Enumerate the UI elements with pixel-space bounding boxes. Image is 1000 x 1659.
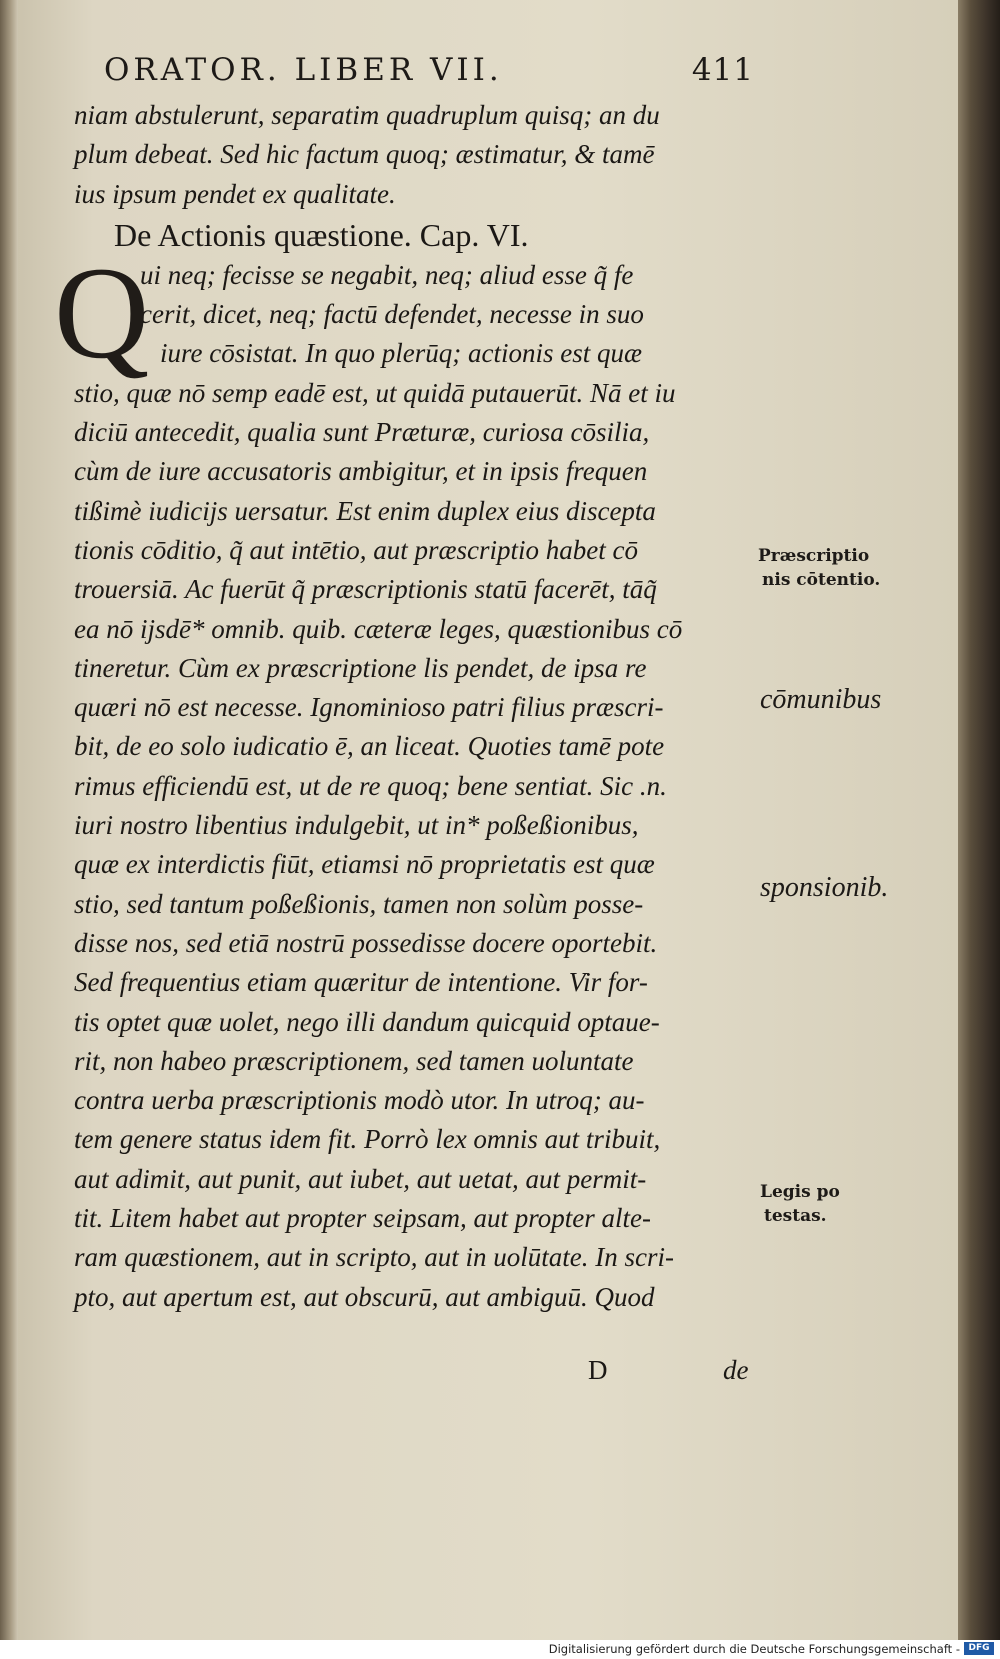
text-line: rimus efficiendū est, ut de re quoq; bene sentiat. Sic .n.	[74, 770, 667, 801]
book-page	[18, 0, 960, 1640]
text-line: cerit, dicet, neq; factū defendet, necesse in suo	[140, 299, 644, 330]
text-line: ram quæstionem, aut in scripto, aut in uolūtate. In scri-	[74, 1242, 674, 1273]
margin-note-comunibus: cōmunibus	[760, 684, 882, 715]
drop-capital: Q	[54, 238, 150, 386]
text-line: stio, quæ nō semp eadē est, ut quidā putauerūt. Nā et iu	[74, 377, 676, 408]
signature-mark: D	[588, 1355, 608, 1385]
margin-note-legis: Legis po	[760, 1182, 840, 1202]
text-line: tem genere status idem fit. Porrò lex omnis aut tribuit,	[74, 1124, 661, 1155]
footer-bar	[0, 1640, 1000, 1659]
margin-note-praescriptio: Præscriptio	[758, 546, 870, 566]
binding-gutter	[0, 0, 18, 1640]
text-line: cùm de iure accusatoris ambigitur, et in ipsis frequen	[74, 456, 648, 487]
text-line: stio, sed tantum poßeßionis, tamen non solùm posse-	[74, 888, 644, 919]
margin-note-praescriptio-cont: nis cōtentio.	[762, 570, 881, 590]
dfg-logo-icon: DFG	[964, 1642, 994, 1655]
running-head-title: ORATOR. LIBER VII.	[104, 52, 503, 88]
chapter-body	[54, 238, 754, 1317]
body-text	[54, 96, 754, 1317]
text-line: trouersiā. Ac fuerūt q̃ præscriptionis statū facerēt, tāq̃	[74, 574, 657, 605]
text-line: plum debeat. Sed hic factum quoq; æstimatur, & tamē	[74, 139, 655, 170]
text-line: tionis cōditio, q̃ aut intētio, aut præscriptio habet cō	[74, 534, 638, 565]
text-line: pto, aut apertum est, aut obscurū, aut ambiguū. Quod	[74, 1281, 655, 1312]
text-line: rit, non habeo præscriptionem, sed tamen uoluntate	[74, 1045, 634, 1076]
text-line: aut adimit, aut punit, aut iubet, aut uetat, aut permit-	[74, 1163, 647, 1194]
text-line: tis optet quæ uolet, nego illi dandum quicquid optaue-	[74, 1006, 660, 1037]
text-line: quæ ex interdictis fiūt, etiamsi nō proprietatis est quæ	[74, 849, 655, 880]
page-edges	[958, 0, 1000, 1640]
catchword: de	[723, 1355, 749, 1385]
text-line: quæri nō est necesse. Ignominioso patri filius præscri-	[74, 692, 664, 723]
text-line: ius ipsum pendet ex qualitate.	[74, 178, 396, 209]
text-line: disse nos, sed etiā nostrū possedisse docere oportebit.	[74, 927, 658, 958]
text-line: niam abstulerunt, separatim quadruplum quisq; an du	[74, 100, 660, 130]
folio-number: 411	[691, 52, 754, 88]
text-line: Sed frequentius etiam quæritur de intentione. Vir for-	[74, 967, 648, 998]
running-head	[104, 52, 754, 88]
text-line: iuri nostro libentius indulgebit, ut in* poßeßionibus,	[74, 810, 639, 841]
text-line: iure cōsistat. In quo plerūq; actionis est quæ	[160, 338, 642, 369]
chapter-heading: De Actionis quæstione. Cap. VI.	[114, 216, 529, 253]
text-line: tineretur. Cùm ex præscriptione lis pendet, de ipsa re	[74, 652, 647, 683]
text-line: diciū antecedit, qualia sunt Præturæ, curiosa cōsilia,	[74, 417, 650, 448]
text-line: ea nō ijsdē* omnib. quib. cæteræ leges, quæstionibus cō	[74, 613, 683, 644]
text-line: ui neq; fecisse se negabit, neq; aliud esse q̃ fe	[140, 259, 634, 290]
margin-note-sponsionib: sponsionib.	[760, 872, 889, 903]
text-line: contra uerba præscriptionis modò utor. In utroq; au-	[74, 1085, 645, 1116]
text-line: bit, de eo solo iudicatio ē, an liceat. Quoties tamē pote	[74, 731, 665, 762]
text-line: tißimè iudicijs uersatur. Est enim duplex eius discepta	[74, 495, 656, 526]
footer-credit: Digitalisierung gefördert durch die Deutsche Forschungsgemeinschaft -	[548, 1642, 960, 1656]
text-line: tit. Litem habet aut propter seipsam, aut propter alte-	[74, 1203, 651, 1234]
margin-note-legis-cont: testas.	[764, 1206, 827, 1226]
